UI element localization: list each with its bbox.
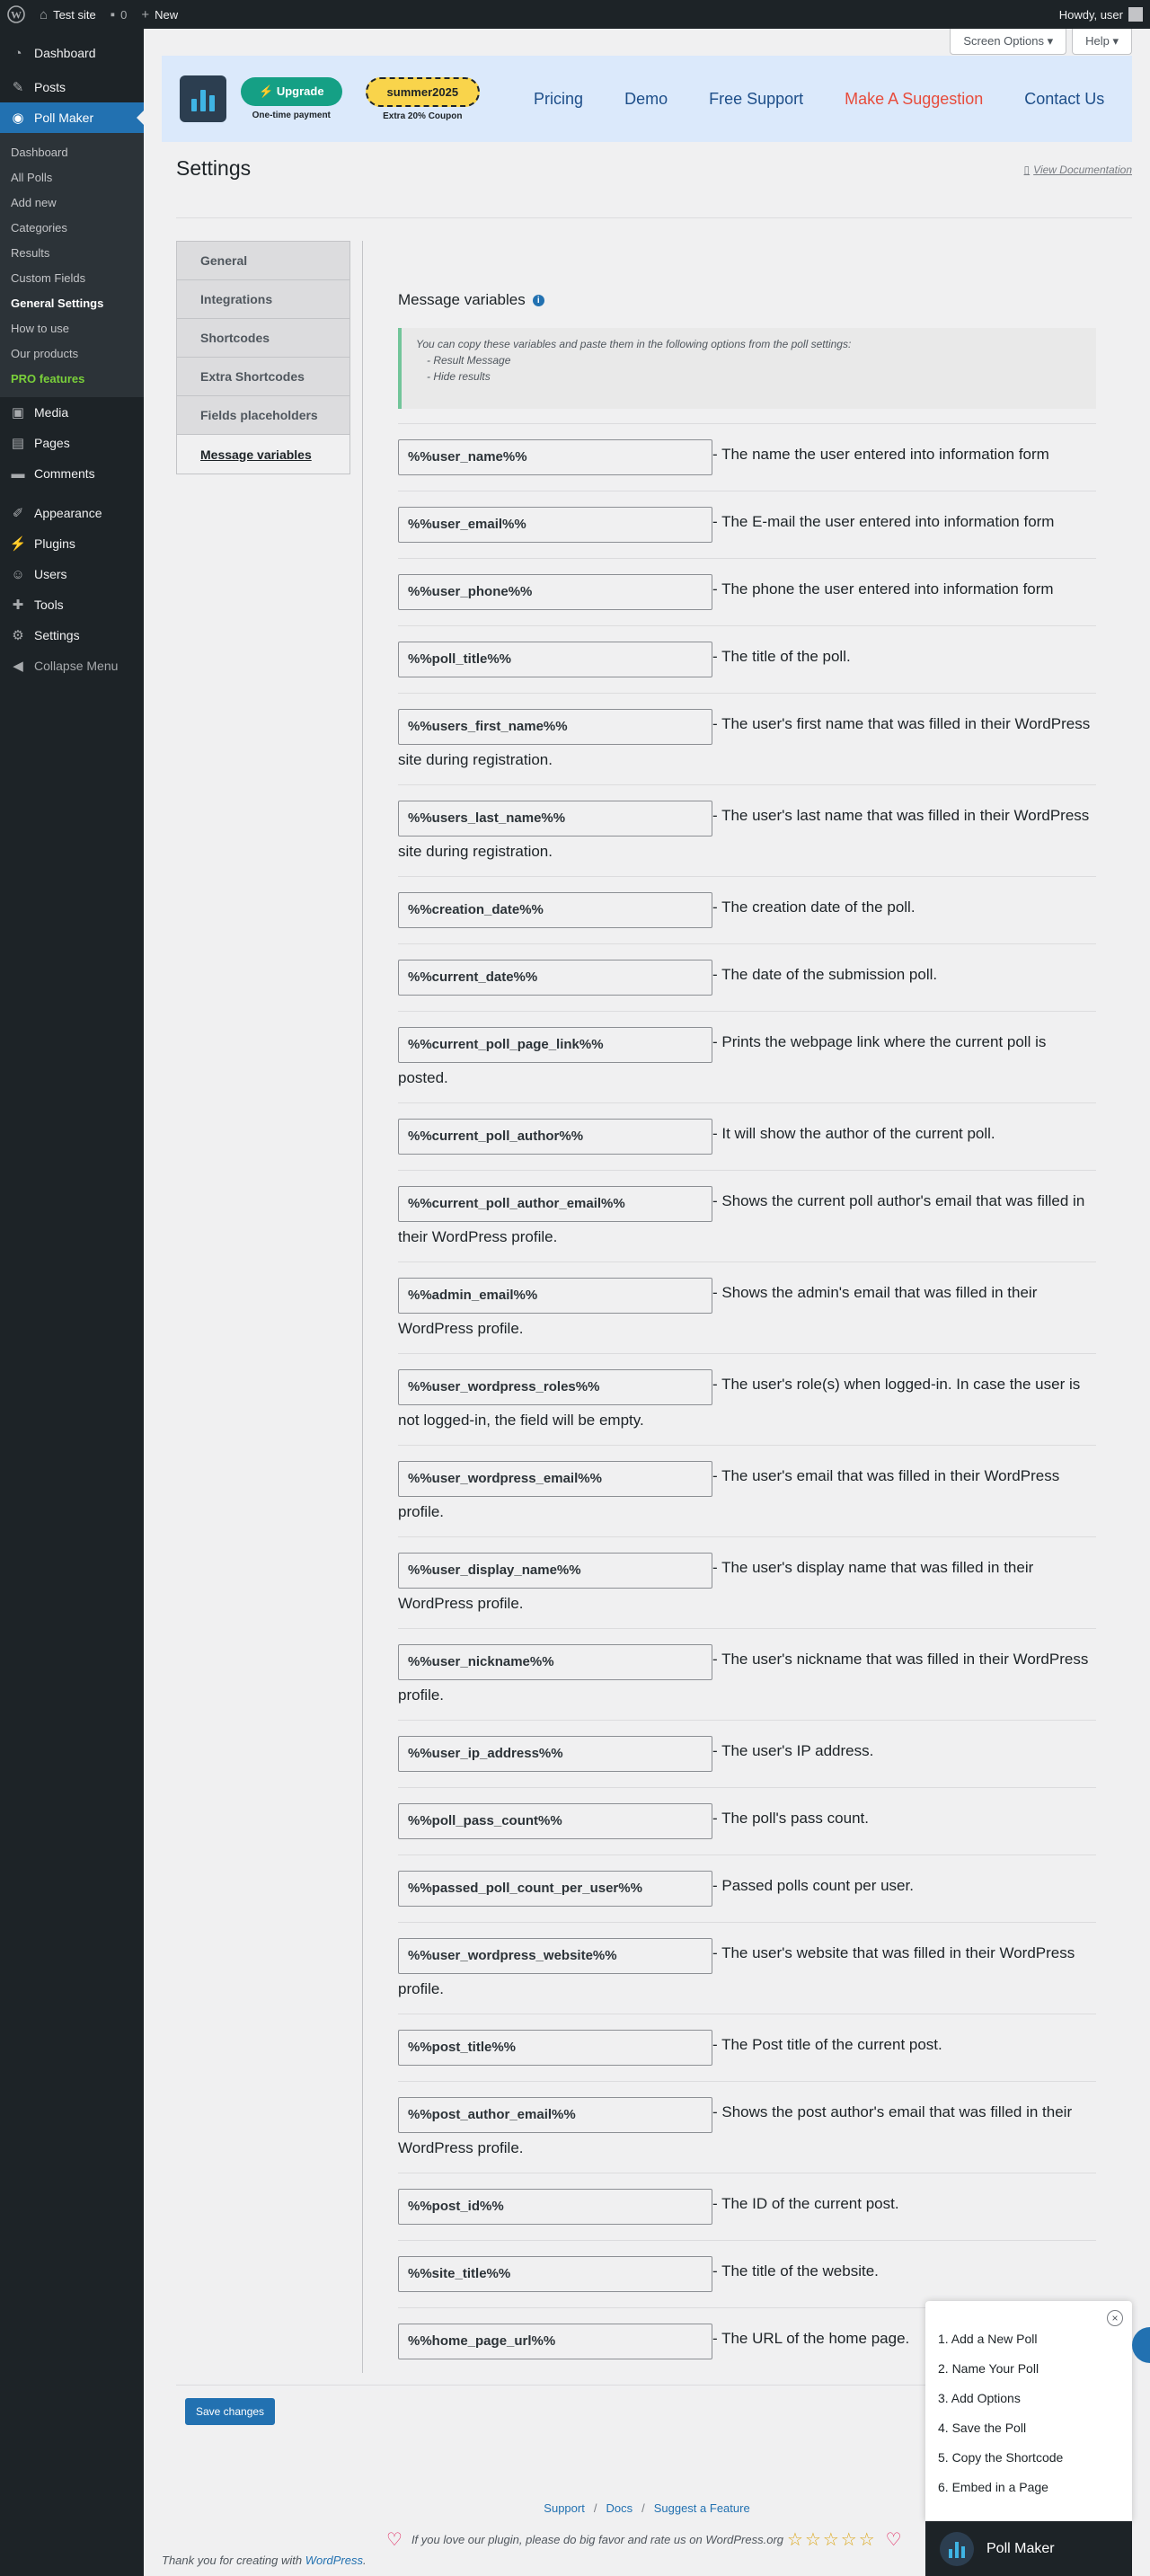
menu-label: Comments <box>34 466 95 481</box>
wordpress-link[interactable]: WordPress <box>305 2554 363 2567</box>
menu-label: Dashboard <box>34 46 96 60</box>
variable-description: - Shows the post author's email that was filled in their WordPress profile. <box>398 2103 1073 2156</box>
coupon-note: Extra 20% Coupon <box>383 111 463 121</box>
close-icon[interactable]: × <box>1107 2310 1123 2326</box>
poll-icon: ◉ <box>12 111 24 126</box>
variable-input[interactable]: %%user_ip_address%% <box>398 1736 712 1772</box>
upgrade-label: Upgrade <box>276 84 324 98</box>
menu-users[interactable] <box>0 559 144 589</box>
footer-support-link[interactable]: Support <box>544 2501 585 2515</box>
variable-row <box>398 1261 1096 1343</box>
variable-description: - The title of the website. <box>712 2262 879 2279</box>
tab-fields-placeholders[interactable]: Fields placeholders <box>177 396 349 435</box>
variable-description: - The user's first name that was filled in their WordPress site during registration. <box>398 715 1091 768</box>
variable-row <box>398 1170 1096 1252</box>
variable-description: - Shows the admin's email that was filled in their WordPress profile. <box>398 1284 1038 1337</box>
menu-label: Appearance <box>34 506 102 520</box>
page-title: Settings <box>176 156 252 180</box>
users-icon: ☺ <box>11 566 25 582</box>
footer-suggest-link[interactable]: Suggest a Feature <box>653 2501 750 2515</box>
vertical-divider <box>362 241 363 2373</box>
submenu-results[interactable]: Results <box>11 245 50 260</box>
menu-posts[interactable] <box>0 72 144 102</box>
variable-input[interactable]: %%user_wordpress_email%% <box>398 1461 712 1497</box>
variable-row <box>398 2014 1096 2066</box>
variable-row <box>398 2173 1096 2225</box>
upgrade-button[interactable]: ⚡ Upgrade <box>241 77 342 106</box>
variable-input[interactable]: %%post_author_email%% <box>398 2097 712 2133</box>
comments-icon: ▬ <box>11 465 25 482</box>
view-documentation-link[interactable] <box>1024 164 1132 176</box>
guide-step[interactable]: 3. Add Options <box>938 2391 1021 2405</box>
submenu-how-to-use[interactable]: How to use <box>11 321 70 335</box>
rating-stars[interactable]: ☆☆☆☆☆ <box>787 2530 877 2550</box>
variable-description: - The ID of the current post. <box>712 2195 899 2212</box>
media-icon: ▣ <box>11 405 25 420</box>
variable-row <box>398 1855 1096 1907</box>
variable-input[interactable]: %%poll_title%% <box>398 642 712 677</box>
nav-make-suggestion[interactable]: Make A Suggestion <box>845 89 984 108</box>
variable-description: - The user's website that was filled in their WordPress profile. <box>398 1944 1075 1997</box>
settings-icon: ⚙ <box>12 628 24 643</box>
coupon-code[interactable]: summer2025 <box>366 77 481 107</box>
section-title <box>398 291 544 309</box>
plus-icon: + <box>141 6 150 22</box>
poll-maker-logo-icon <box>940 2532 974 2566</box>
brush-icon: ✐ <box>12 506 24 521</box>
variable-description: - The URL of the home page. <box>712 2330 910 2347</box>
thanks-period: . <box>363 2554 367 2567</box>
settings-tabs <box>176 241 350 474</box>
footer-docs-link[interactable]: Docs <box>606 2501 633 2515</box>
variable-description: - The user's last name that was filled in their WordPress site during registration. <box>398 807 1090 860</box>
variable-description: - The E-mail the user entered into information form <box>712 513 1055 530</box>
tab-integrations[interactable]: Integrations <box>177 280 349 319</box>
home-icon: ⌂ <box>40 6 49 22</box>
guide-toggle[interactable] <box>1132 2327 1150 2363</box>
submenu-our-products[interactable]: Our products <box>11 346 79 360</box>
menu-comments[interactable] <box>0 458 144 489</box>
thanks-text: Thank you for creating with <box>162 2554 305 2567</box>
variable-row <box>398 784 1096 866</box>
guide-steps <box>938 2324 1063 2502</box>
variable-description: - The title of the poll. <box>712 648 851 665</box>
variable-row <box>398 1102 1096 1155</box>
menu-label: Media <box>34 405 69 420</box>
menu-collapse[interactable] <box>0 651 144 681</box>
variable-input[interactable]: %%creation_date%% <box>398 892 712 928</box>
variable-row <box>398 693 1096 775</box>
variable-input[interactable]: %%users_last_name%% <box>398 801 712 837</box>
variable-input[interactable]: %%passed_poll_count_per_user%% <box>398 1871 712 1907</box>
svg-text:W: W <box>11 8 22 22</box>
nav-demo[interactable]: Demo <box>624 89 668 108</box>
variable-input[interactable]: %%admin_email%% <box>398 1278 712 1314</box>
howdy-text: Howdy, user <box>1058 7 1123 22</box>
menu-label: Pages <box>34 436 70 450</box>
variable-description: - The phone the user entered into information form <box>712 580 1054 598</box>
variable-input[interactable]: %%home_page_url%% <box>398 2324 712 2359</box>
variable-row <box>398 1922 1096 2004</box>
variable-row <box>398 1628 1096 1710</box>
submenu-all-polls[interactable]: All Polls <box>11 170 53 184</box>
guide-step[interactable]: 5. Copy the Shortcode <box>938 2450 1064 2465</box>
menu-dashboard[interactable] <box>0 38 144 68</box>
variable-input[interactable]: %%user_wordpress_roles%% <box>398 1369 712 1405</box>
variable-input[interactable]: %%current_date%% <box>398 960 712 996</box>
variable-row <box>398 1353 1096 1435</box>
menu-label: Plugins <box>34 536 75 551</box>
site-name-link[interactable] <box>32 0 103 29</box>
rate-banner <box>377 2528 911 2551</box>
footer-thanks <box>162 2554 367 2567</box>
submenu-add-new[interactable]: Add new <box>11 195 57 209</box>
menu-tools[interactable] <box>0 589 144 620</box>
new-label: New <box>155 7 179 22</box>
variable-description: - The user's display name that was filled in their WordPress profile. <box>398 1559 1034 1612</box>
save-changes-button[interactable]: Save changes <box>185 2398 275 2425</box>
nav-free-support[interactable]: Free Support <box>709 89 804 108</box>
view-doc-label: View Documentation <box>1033 164 1132 176</box>
variable-input[interactable]: %%user_name%% <box>398 439 712 475</box>
variable-input[interactable]: %%user_email%% <box>398 507 712 543</box>
variable-row <box>398 876 1096 928</box>
menu-media[interactable] <box>0 397 144 428</box>
menu-plugins[interactable] <box>0 528 144 559</box>
guide-step[interactable]: 1. Add a New Poll <box>938 2332 1038 2346</box>
submenu-custom-fields[interactable]: Custom Fields <box>11 270 86 285</box>
document-icon: ▯ <box>1023 164 1031 176</box>
variable-row <box>398 1536 1096 1618</box>
variable-input[interactable]: %%post_id%% <box>398 2189 712 2225</box>
admin-sidebar <box>0 29 144 2576</box>
variable-input[interactable]: %%site_title%% <box>398 2256 712 2292</box>
variable-description: - Prints the webpage link where the current poll is posted. <box>398 1033 1047 1086</box>
variable-row <box>398 2240 1096 2292</box>
section-title-text: Message variables <box>398 291 526 308</box>
rate-text: If you love our plugin, please do big favor and rate us on WordPress.org <box>411 2533 784 2546</box>
variable-description: - The Post title of the current post. <box>712 2036 942 2053</box>
heart-icon: ♡ <box>885 2530 902 2550</box>
submenu-categories[interactable]: Categories <box>11 220 67 235</box>
variable-description: - The creation date of the poll. <box>712 899 916 916</box>
variable-description: - The name the user entered into information form <box>712 446 1049 463</box>
info-notice <box>398 328 1096 409</box>
menu-appearance[interactable] <box>0 498 144 528</box>
tab-general[interactable]: General <box>177 242 349 280</box>
plugin-icon: ⚡ <box>9 536 27 552</box>
guide-step[interactable]: 6. Embed in a Page <box>938 2480 1048 2494</box>
collapse-icon: ◀ <box>13 659 23 674</box>
submenu-dashboard[interactable]: Dashboard <box>11 145 68 159</box>
poll-maker-submenu <box>0 133 144 397</box>
menu-label: Collapse Menu <box>34 659 119 673</box>
quick-guide-bar[interactable] <box>925 2521 1132 2576</box>
heart-icon: ♡ <box>386 2530 402 2550</box>
variable-description: - The user's IP address. <box>712 1742 874 1759</box>
notice-text: You can copy these variables and paste them in the following options from the poll settings: <box>416 338 852 350</box>
variable-row <box>398 558 1096 610</box>
variable-row <box>398 423 1096 475</box>
pages-icon: ▤ <box>11 436 25 451</box>
menu-label: Poll Maker <box>34 111 94 125</box>
nav-pricing[interactable]: Pricing <box>534 89 584 108</box>
notice-item: - Result Message <box>427 354 511 367</box>
new-content-link[interactable] <box>134 0 185 29</box>
poll-maker-logo-icon <box>180 75 226 122</box>
guide-step[interactable]: 2. Name Your Poll <box>938 2361 1039 2376</box>
quick-guide-popup <box>925 2301 1132 2521</box>
menu-settings[interactable] <box>0 620 144 651</box>
upgrade-note: One-time payment <box>252 111 331 120</box>
variable-description: - The user's email that was filled in their WordPress profile. <box>398 1467 1060 1520</box>
guide-step[interactable]: 4. Save the Poll <box>938 2421 1027 2435</box>
variable-input[interactable]: %%user_nickname%% <box>398 1644 712 1680</box>
variable-row <box>398 1011 1096 1093</box>
variable-description: - The poll's pass count. <box>712 1810 869 1827</box>
menu-poll-maker[interactable] <box>0 102 144 133</box>
variable-description: - The user's nickname that was filled in their WordPress profile. <box>398 1651 1089 1704</box>
variable-input[interactable]: %%user_phone%% <box>398 574 712 610</box>
variable-input[interactable]: %%poll_pass_count%% <box>398 1803 712 1839</box>
dashboard-icon: ◔ <box>13 45 22 61</box>
variable-input[interactable]: %%current_poll_author%% <box>398 1119 712 1155</box>
variable-input[interactable]: %%user_wordpress_website%% <box>398 1938 712 1974</box>
variable-input[interactable]: %%post_title%% <box>398 2030 712 2066</box>
variable-description: - The date of the submission poll. <box>712 966 938 983</box>
info-icon[interactable]: i <box>533 295 544 306</box>
variable-input[interactable]: %%current_poll_author_email%% <box>398 1186 712 1222</box>
submenu-pro-features[interactable]: PRO features <box>11 371 85 385</box>
wordpress-logo-icon[interactable] <box>0 0 32 29</box>
banner-nav <box>534 90 1104 109</box>
notice-item: - Hide results <box>427 370 491 383</box>
account-menu[interactable] <box>1052 0 1150 29</box>
variable-row <box>398 1720 1096 1772</box>
variable-row <box>398 1787 1096 1839</box>
tab-extra-shortcodes[interactable]: Extra Shortcodes <box>177 358 349 396</box>
menu-label: Users <box>34 567 67 581</box>
submenu-general-settings[interactable]: General Settings <box>11 296 104 310</box>
divider <box>176 217 1132 218</box>
comments-count: 0 <box>120 7 128 22</box>
variable-row <box>398 1445 1096 1527</box>
screen-options-button[interactable]: Screen Options ▾ <box>950 29 1066 55</box>
tab-message-variables[interactable]: Message variables <box>177 435 349 474</box>
variable-input[interactable]: %%user_display_name%% <box>398 1553 712 1589</box>
variable-row <box>398 491 1096 543</box>
menu-label: Settings <box>34 628 80 642</box>
pin-icon: ✎ <box>12 80 24 95</box>
variable-description: - The user's role(s) when logged-in. In case the user is not logged-in, the field will be empty. <box>398 1376 1081 1429</box>
promo-banner <box>162 56 1132 142</box>
tab-shortcodes[interactable]: Shortcodes <box>177 319 349 358</box>
variable-row <box>398 2081 1096 2163</box>
menu-label: Tools <box>34 598 64 612</box>
help-button[interactable]: Help ▾ <box>1072 29 1132 55</box>
footer-links: Support / Docs / Suggest a Feature <box>544 2501 750 2515</box>
variable-description: - Shows the current poll author's email that was filled in their WordPress profile. <box>398 1192 1085 1245</box>
menu-pages[interactable] <box>0 428 144 458</box>
avatar <box>1128 7 1143 22</box>
variable-row <box>398 625 1096 677</box>
variable-input[interactable]: %%current_poll_page_link%% <box>398 1027 712 1063</box>
guide-bar-title: Poll Maker <box>986 2540 1055 2556</box>
menu-label: Posts <box>34 80 66 94</box>
comments-link[interactable] <box>103 0 135 29</box>
variable-description: - Passed polls count per user. <box>712 1877 914 1894</box>
site-name: Test site <box>53 7 96 22</box>
variable-description: - It will show the author of the current poll. <box>712 1125 995 1142</box>
variable-input[interactable]: %%users_first_name%% <box>398 709 712 745</box>
comment-icon: ▪ <box>110 6 116 22</box>
variable-row <box>398 943 1096 996</box>
nav-contact-us[interactable]: Contact Us <box>1024 89 1105 108</box>
wrench-icon: ✚ <box>12 598 24 613</box>
admin-bar <box>0 0 1150 29</box>
